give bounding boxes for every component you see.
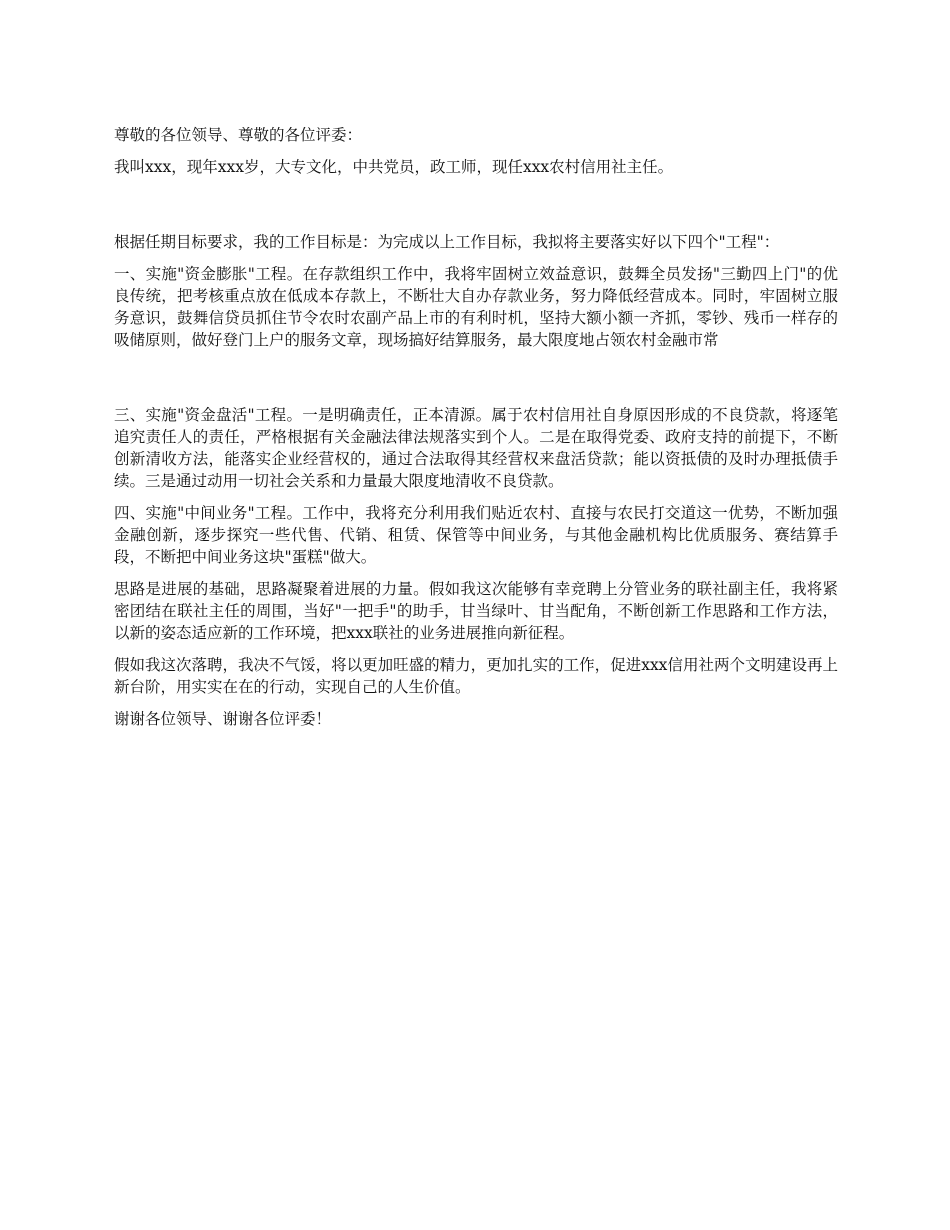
document-body (114, 124, 838, 740)
project-three-paragraph: 三、实施"资金盘活"工程。一是明确责任，正本清源。属于农村信用社自身原因形成的不良贷款，将逐笔追究责任人的责任，严格根据有关金融法律法规落实到个人。二是在取得党委、政府支持的前提下，不断创新清收方法，能落实企业经营权的，通过合法取得其经营权来盘活贷款；能以资抵债的及时办理抵债手续。三是通过动用一切社会关系和力量最大限度地清收不良贷款。 (114, 406, 838, 490)
if-not-selected-paragraph: 假如我这次落聘，我决不气馁，将以更加旺盛的精力，更加扎实的工作，促进xxx信用社两个文明建设再上新台阶，用实实在在的行动，实现自己的人生价值。 (114, 656, 838, 696)
project-four-paragraph: 四、实施"中间业务"工程。工作中，我将充分利用我们贴近农村、直接与农民打交道这一优势，不断加强金融创新，逐步探究一些代售、代销、租赁、保管等中间业务，与其他金融机构比优质服务、赛结算手段，不断把中间业务这块"蛋糕"做大。 (114, 504, 838, 566)
approach-paragraph: 思路是进展的基础，思路凝聚着进展的力量。假如我这次能够有幸竞聘上分管业务的联社副主任，我将紧密团结在联社主任的周围，当好"一把手"的助手，甘当绿叶、甘当配角，不断创新工作思路和工作方法，以新的姿态适应新的工作环境，把xxx联社的业务进展推向新征程。 (114, 580, 838, 642)
project-one-paragraph: 一、实施"资金膨胀"工程。在存款组织工作中，我将牢固树立效益意识，鼓舞全员发扬"三勤四上门"的优良传统，把考核重点放在低成本存款上，不断壮大自办存款业务，努力降低经营成本。同时，牢固树立服务意识，鼓舞信贷员抓住节令农时农副产品上市的有利时机，坚持大额小额一齐抓，零钞、残币一样存的吸储原则，做好登门上户的服务文章，现场搞好结算服务，最大限度地占领农村金融市常 (114, 265, 838, 349)
blank-space (114, 188, 838, 231)
blank-space (114, 361, 838, 404)
work-goal-paragraph: 根据任期目标要求，我的工作目标是：为完成以上工作目标，我拟将主要落实好以下四个"工程"： (114, 233, 780, 251)
closing-thanks: 谢谢各位领导、谢谢各位评委！ (114, 710, 332, 728)
salutation: 尊敬的各位领导、尊敬的各位评委： (114, 126, 363, 144)
self-introduction: 我叫xxx，现年xxx岁，大专文化，中共党员，政工师，现任xxx农村信用社主任。 (114, 158, 674, 176)
